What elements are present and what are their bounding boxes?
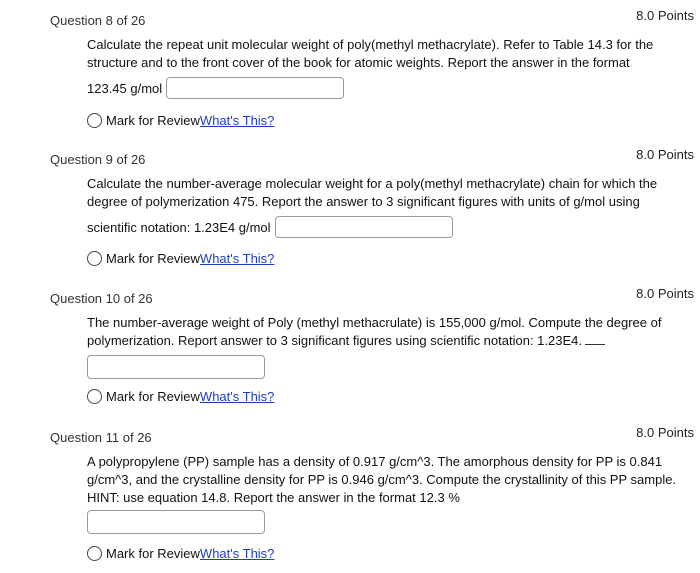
mark-for-review-checkbox[interactable] <box>87 113 102 128</box>
mark-for-review-checkbox[interactable] <box>87 251 102 266</box>
answer-input[interactable] <box>166 77 344 99</box>
answer-format-label: scientific notation: 1.23E4 g/mol <box>87 219 271 235</box>
mark-for-review-checkbox[interactable] <box>87 389 102 404</box>
question-points: 8.0 Points <box>636 425 694 440</box>
whats-this-link[interactable]: What's This? <box>199 251 275 266</box>
whats-this-link[interactable]: What's This? <box>199 113 275 128</box>
mark-for-review-label[interactable]: Mark for Review <box>106 546 200 561</box>
answer-row <box>87 510 265 534</box>
question-header: Question 10 of 26 <box>50 291 153 306</box>
mark-for-review <box>87 251 274 266</box>
answer-format-label: 123.45 g/mol <box>87 80 163 96</box>
question-text: Calculate the repeat unit molecular weight of poly(methyl methacrylate). Refer to Table 14.3 for the structure and to the front cover of the book for atomic weights. Report the answer in the format <box>87 37 654 70</box>
question-header: Question 11 of 26 <box>50 430 152 445</box>
question-points: 8.0 Points <box>636 147 694 162</box>
question-text <box>87 314 692 350</box>
question-text: A polypropylene (PP) sample has a density of 0.917 g/cm^3. The amorphous density for PP is 0.841 g/cm^3, and the crystalline density for PP is 0.946 g/cm^3. Compute the crystallinity of this PP sample. HINT: use equation 14.8. Report the answer in the format 12.3 % <box>87 454 677 505</box>
mark-for-review <box>87 113 274 128</box>
question-header: Question 8 of 26 <box>50 13 146 28</box>
whats-this-link[interactable]: What's This? <box>199 389 275 404</box>
whats-this-link[interactable]: What's This? <box>199 546 275 561</box>
mark-for-review-label[interactable]: Mark for Review <box>106 389 200 404</box>
answer-input[interactable] <box>87 355 265 379</box>
mark-for-review <box>87 546 274 561</box>
mark-for-review-checkbox[interactable] <box>87 546 102 561</box>
answer-input[interactable] <box>275 216 453 238</box>
question-text-content: The number-average weight of Poly (methyl methacrulate) is 155,000 g/mol. Compute the degree of polymerization. Report answer to 3 significant figures using scientific notation: 1.23E4. <box>87 315 662 348</box>
question-points: 8.0 Points <box>636 286 694 301</box>
answer-row <box>87 216 453 238</box>
answer-row <box>87 77 344 99</box>
answer-input[interactable] <box>87 510 265 534</box>
answer-row <box>87 355 265 379</box>
question-points: 8.0 Points <box>636 8 694 23</box>
blank-line <box>585 332 605 345</box>
question-header: Question 9 of 26 <box>50 152 146 167</box>
mark-for-review-label[interactable]: Mark for Review <box>106 251 200 266</box>
question-text: Calculate the number-average molecular weight for a poly(methyl methacrylate) chain for which the degree of polymerization 475. Report the answer to 3 significant figures with units of g/mol using <box>87 176 658 209</box>
mark-for-review <box>87 389 274 404</box>
mark-for-review-label[interactable]: Mark for Review <box>106 113 200 128</box>
